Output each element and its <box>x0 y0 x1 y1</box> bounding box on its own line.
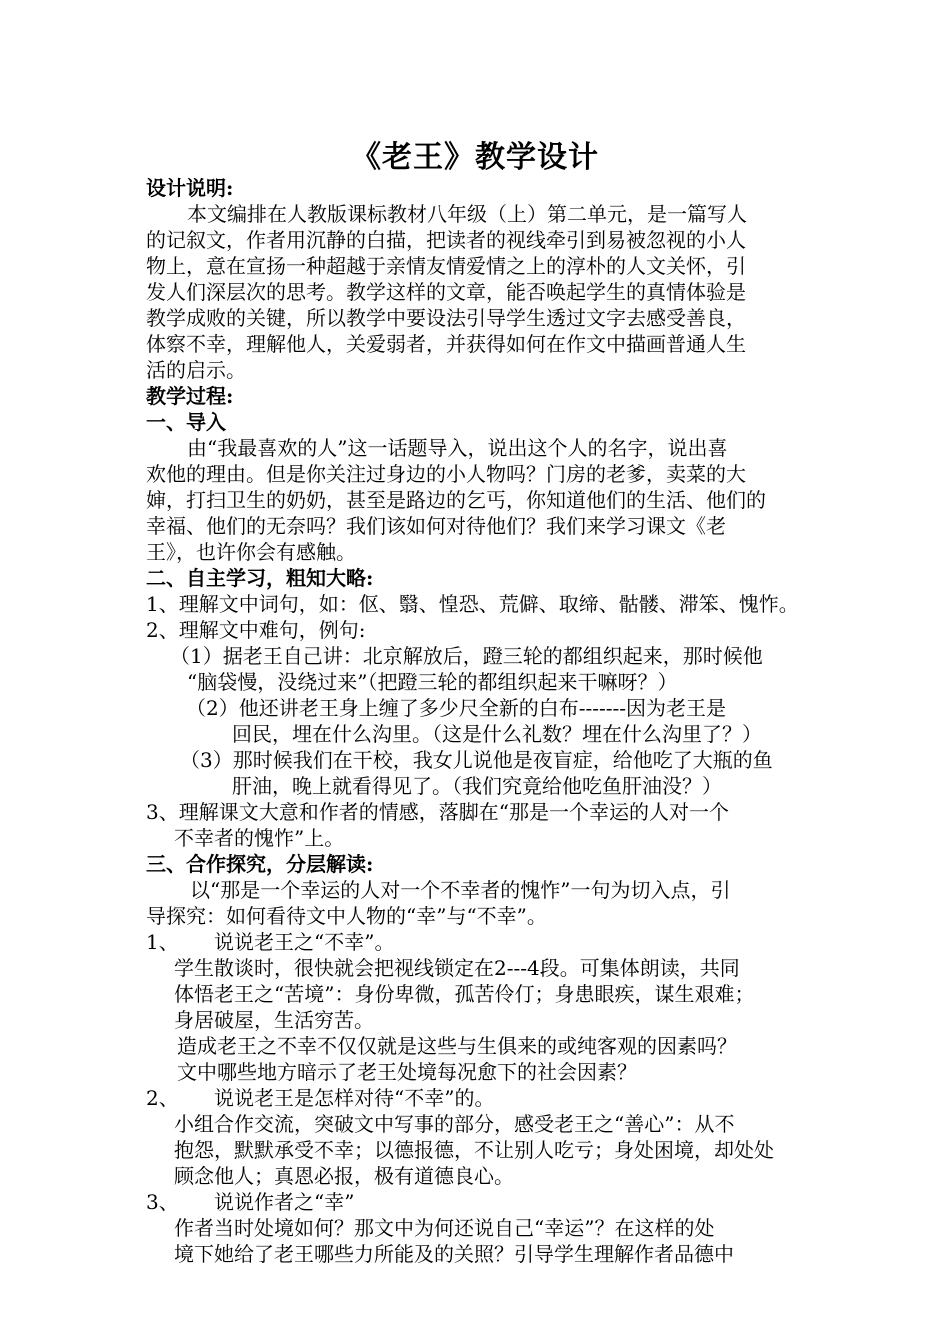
point-1-title: 说说老王之“不幸”。 <box>214 930 395 954</box>
document-title: 《老王》教学设计 <box>351 140 599 175</box>
section-1-line: 幸福、他们的无奈吗？我们该如何对待他们？我们来学习课文《老 <box>146 514 726 538</box>
section-1-line: 欢他的理由。但是你关注过身边的小人物吗？门房的老爹，卖菜的大 <box>146 462 746 486</box>
section-2-item-1: 1、理解文中词句，如：伛、翳、惶恐、荒僻、取缔、骷髅、滞笨、愧怍。 <box>146 592 799 616</box>
section-2-item-2: 2、理解文中难句，例句: <box>146 618 366 642</box>
section-2-item-3-cont: 不幸者的愧怍”上。 <box>174 826 345 850</box>
point-2-line: 小组合作交流，突破文中写事的部分，感受老王之“善心”：从不 <box>174 1112 735 1136</box>
design-note-line: 活的启示。 <box>146 358 246 382</box>
point-1-question: 造成老王之不幸不仅仅就是这些与生俱来的或纯客观的因素吗？ <box>177 1034 737 1058</box>
process-heading: 教学过程: <box>146 384 234 408</box>
point-2-title: 说说老王是怎样对待“不幸”的。 <box>214 1086 495 1110</box>
point-2-line: 抱怨，默默承受不幸；以德报德，不让别人吃亏；身处困境，却处处 <box>174 1138 774 1162</box>
point-1-number: 1、 <box>146 930 179 954</box>
point-3-number: 3、 <box>146 1190 179 1214</box>
point-3-title: 说说作者之“幸” <box>214 1190 355 1214</box>
point-3-line: 作者当时处境如何？那文中为何还说自己“幸运”？在这样的处 <box>174 1216 715 1240</box>
design-note-line: 物上，意在宣扬一种超越于亲情友情爱情之上的淳朴的人文关怀，引 <box>146 254 746 278</box>
design-note-line: 本文编排在人教版课标教材八年级（上）第二单元，是一篇写人 <box>187 202 747 226</box>
design-note-heading: 设计说明: <box>146 176 234 200</box>
example-2-cont: 回民，埋在什么沟里。（这是什么礼数？埋在什么沟里了？） <box>232 722 762 746</box>
section-3-intro: 以“那是一个幸运的人对一个不幸者的愧怍”一句为切入点，引 <box>190 878 731 902</box>
section-1-line: 由“我最喜欢的人”这一话题导入，说出这个人的名字，说出喜 <box>187 436 728 460</box>
section-3-heading: 三、合作探究，分层解读: <box>146 852 374 876</box>
section-2-heading: 二、自主学习，粗知大略: <box>146 566 374 590</box>
section-2-item-3: 3、理解课文大意和作者的情感，落脚在“那是一个幸运的人对一个 <box>146 800 729 824</box>
section-1-heading: 一、导入 <box>146 410 226 434</box>
point-2-number: 2、 <box>146 1086 179 1110</box>
design-note-line: 教学成败的关键，所以教学中要设法引导学生透过文字去感受善良， <box>146 306 746 330</box>
section-3-intro: 导探究：如何看待文中人物的“幸”与“不幸”。 <box>146 904 547 928</box>
point-1-line: 学生散谈时，很快就会把视线锁定在2---4段。可集体朗读，共同 <box>174 956 740 980</box>
section-1-line: 王》，也许你会有感触。 <box>146 540 356 564</box>
design-note-line: 发人们深层次的思考。教学这样的文章，能否唤起学生的真情体验是 <box>146 280 746 304</box>
section-1-line: 婶，打扫卫生的奶奶，甚至是路边的乞丐，你知道他们的生活、他们的 <box>146 488 766 512</box>
example-1-cont: “脑袋慢，没绕过来”（把蹬三轮的都组织起来干嘛呀？） <box>187 670 678 694</box>
point-1-line: 体悟老王之“苦境”：身份卑微，孤苦伶仃；身患眼疾，谋生艰难； <box>174 982 755 1006</box>
example-3-cont: 肝油，晚上就看得见了。（我们究竟给他吃鱼肝油没？） <box>232 774 722 798</box>
example-2: （2）他还讲老王身上缠了多少尺全新的白布-------因为老王是 <box>186 696 727 720</box>
point-2-line: 顾念他人；真恩必报，极有道德良心。 <box>174 1164 514 1188</box>
point-3-line: 境下她给了老王哪些力所能及的关照？引导学生理解作者品德中 <box>174 1242 734 1266</box>
example-3: （3）那时候我们在干校，我女儿说他是夜盲症，给他吃了大瓶的鱼 <box>180 748 773 772</box>
example-1: （1）据老王自己讲：北京解放后，蹬三轮的都组织起来，那时候他 <box>170 644 763 668</box>
point-1-question: 文中哪些地方暗示了老王处境每况愈下的社会因素？ <box>177 1060 637 1084</box>
design-note-line: 体察不幸，理解他人，关爱弱者，并获得如何在作文中描画普通人生 <box>146 332 746 356</box>
design-note-line: 的记叙文，作者用沉静的白描，把读者的视线牵引到易被忽视的小人 <box>146 228 746 252</box>
point-1-line: 身居破屋，生活穷苦。 <box>174 1008 374 1032</box>
